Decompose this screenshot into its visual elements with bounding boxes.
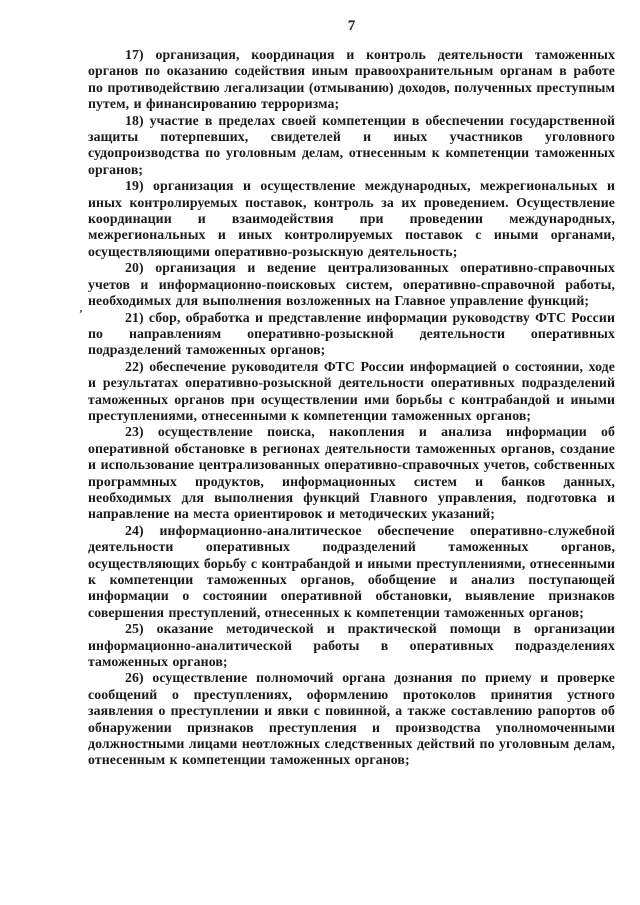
scan-artifact-speck: ’: [79, 308, 83, 320]
page-number: 7: [347, 18, 356, 34]
paragraph: 24) информационно-аналитическое обеспечение оперативно-служебной деятельности оперативных подразделений таможенных органов, осуществляющих борьбу с контрабандой и иными преступлениями, отнесенными к компетенции таможенных органов, обобщение и анализ поступающей информации о состоянии оперативной обстановки, выявление признаков совершения преступлений, отнесенных к компетенции таможенных органов;: [88, 522, 615, 620]
paragraph: 20) организация и ведение централизованных оперативно-справочных учетов и информационно-поисковых систем, оперативно-справочной работы, необходимых для выполнения возложенных на Главное управление функций;: [88, 260, 615, 309]
paragraph: 25) оказание методической и практической помощи в организации информационно-аналитической работы в оперативных подразделениях таможенных органов;: [88, 621, 615, 670]
document-body: [88, 47, 615, 769]
paragraph: 21) сбор, обработка и представление информации руководству ФТС России по направлениям оперативно-розыскной деятельности оперативных подразделений таможенных органов;: [88, 309, 615, 358]
paragraph: 17) организация, координация и контроль деятельности таможенных органов по оказанию содействия иным правоохранительным органам в работе по противодействию легализации (отмыванию) доходов, полученных преступным путем, и финансированию терроризма;: [88, 47, 615, 112]
paragraph: 19) организация и осуществление международных, межрегиональных и иных контролируемых поставок, контроль за их проведением. Осуществление координации и взаимодействия при проведении международных, межрегиональных и иных контролируемых поставок с иными органами, осуществляющими оперативно-розыскную деятельность;: [88, 178, 615, 259]
paragraph: 22) обеспечение руководителя ФТС России информацией о состоянии, ходе и результатах оперативно-розыскной деятельности оперативных подразделений таможенных органов при осуществлении ими борьбы с контрабандой и иными преступлениями, отнесенными к компетенции таможенных органов;: [88, 358, 615, 423]
paragraph: 26) осуществление полномочий органа дознания по приему и проверке сообщений о преступлениях, оформлению протоколов принятия устного заявления о преступлении и явки с повинной, а также составлению рапортов об обнаружении признаков преступления и производства уполномоченными должностными лицами неотложных следственных действий по уголовным делам, отнесенным к компетенции таможенных органов;: [88, 670, 615, 768]
paragraph: 23) осуществление поиска, накопления и анализа информации об оперативной обстановке в регионах деятельности таможенных органов, создание и использование централизованных оперативно-справочных учетов, собственных программных продуктов, информационных систем и банков данных, необходимых для выполнения функций Главного управления, подготовка и направление на места ориентировок и методических указаний;: [88, 424, 615, 522]
paragraph: 18) участие в пределах своей компетенции в обеспечении государственной защиты потерпевших, свидетелей и иных участников уголовного судопроизводства по уголовным делам, отнесенным к компетенции таможенных органов;: [88, 112, 615, 177]
